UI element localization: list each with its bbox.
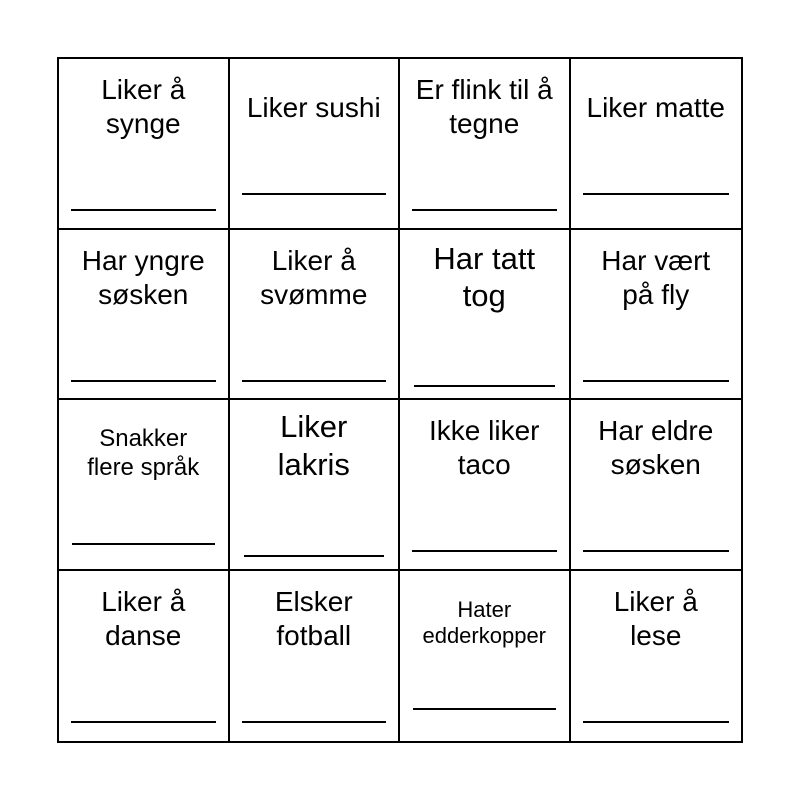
cell-label: Elsker fotball	[274, 585, 353, 651]
bingo-cell[interactable]	[571, 230, 742, 401]
signature-line	[242, 380, 387, 382]
bingo-board	[57, 57, 743, 743]
bingo-cell[interactable]	[400, 230, 571, 401]
signature-line	[71, 721, 216, 723]
signature-line	[413, 708, 556, 710]
signature-line	[414, 385, 555, 387]
bingo-cell[interactable]	[230, 59, 401, 230]
cell-label: Ikke liker taco	[429, 415, 540, 481]
signature-line	[583, 193, 730, 195]
bingo-cell[interactable]	[400, 400, 571, 571]
signature-line	[583, 550, 730, 552]
cell-label: Liker å svømme	[260, 244, 368, 310]
cell-label: Liker matte	[586, 92, 725, 123]
bingo-cell[interactable]	[400, 571, 571, 742]
bingo-cell[interactable]	[59, 571, 230, 742]
bingo-cell[interactable]	[571, 400, 742, 571]
cell-label: Er flink til å tegne	[415, 74, 553, 140]
cell-label: Har tatt tog	[433, 240, 536, 314]
bingo-cell[interactable]	[230, 571, 401, 742]
cell-label: Liker å danse	[101, 585, 186, 651]
signature-line	[412, 209, 557, 211]
signature-line	[71, 380, 216, 382]
bingo-cell[interactable]	[571, 571, 742, 742]
bingo-cell[interactable]	[230, 230, 401, 401]
bingo-cell[interactable]	[400, 59, 571, 230]
signature-line	[72, 543, 215, 545]
signature-line	[583, 721, 730, 723]
cell-label: Liker å synge	[101, 74, 186, 140]
signature-line	[244, 555, 385, 557]
signature-line	[412, 550, 557, 552]
cell-label: Liker lakris	[277, 409, 350, 482]
signature-line	[242, 721, 387, 723]
bingo-cell[interactable]	[59, 230, 230, 401]
bingo-cell[interactable]	[59, 59, 230, 230]
bingo-cell[interactable]	[571, 59, 742, 230]
cell-label: Hater edderkopper	[422, 596, 547, 649]
cell-label: Har vært på fly	[601, 244, 711, 310]
cell-label: Liker sushi	[246, 92, 381, 123]
signature-line	[242, 193, 387, 195]
cell-label: Snakker flere språk	[87, 425, 200, 482]
signature-line	[583, 380, 730, 382]
cell-label: Har eldre søsken	[598, 415, 714, 481]
cell-label: Har yngre søsken	[81, 244, 205, 310]
bingo-cell[interactable]	[59, 400, 230, 571]
bingo-cell[interactable]	[230, 400, 401, 571]
cell-label: Liker å lese	[613, 585, 698, 651]
signature-line	[71, 209, 216, 211]
